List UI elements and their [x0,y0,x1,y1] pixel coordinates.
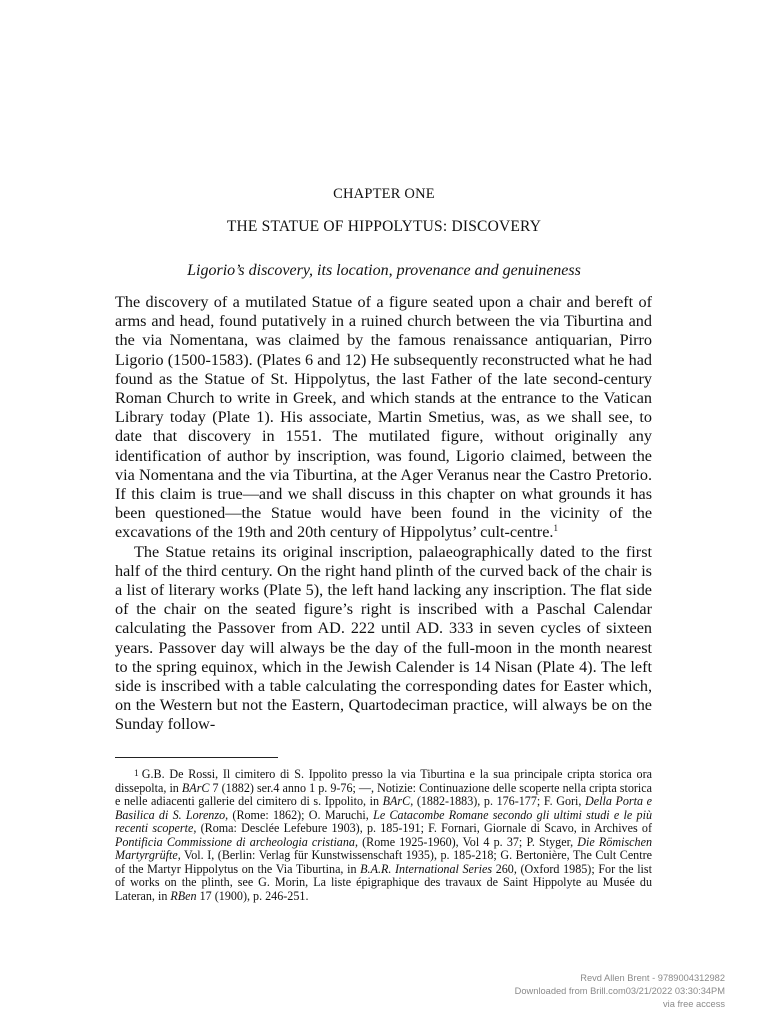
footnote-italic-segment: BArC [382,794,411,808]
footnote-segment: , (Rome: 1862); O. Maruchi, [225,807,374,822]
section-title: Ligorio’s discovery, its location, provenance and genuineness [187,262,581,279]
footnote-italic-segment: BArC [181,780,210,795]
footnote-1-text [115,767,652,903]
footnote-segment: , Vol. I, (Berlin: Verlag für Kunstwissenschaft 1935), p. 185-218; G. Bertonière, The Cult Centre of the Martyr Hippolytus on the Via Tiburtina, in [115,848,652,876]
footnote-italic-segment: Le Catacombe Romane secondo gli ultimi studi e le più recenti scoperte, [115,807,652,835]
footnote-italic-segment: Pontificia Commissione di archeologia cristiana [115,834,355,849]
footnote-italic-segment: Della Porta e Basilica di S. Lorenzo [115,794,652,822]
footnote-segment: 260, (Oxford 1985); For the list of works on the plinth, see G. Morin, La liste épigraphique des travaux de Saint Hippolyte au Musée du Lateran, in [115,861,652,903]
paragraph-1-text: The discovery of a mutilated Statue of a figure seated upon a chair and bereft of arms and head, found putatively in a ruined church between the via Tiburtina and the via Nomentana, was claimed by the famous renaissance antiquarian, Pirro Ligorio (1500-1583). (Plates 6 and 12) He subsequently reconstructed what he had found as the Statue of St. Hippolytus, the last Father of the late second-century Roman Church to write in Greek, and which stands at the entrance to the Vatican Library today (Plate 1). His associate, Martin Smetius, was, as we shall see, to date that discovery in 1551. The mutilated figure, without originally any identification of author by inscription, was found, Ligorio claimed, between the via Nomentana and the via Tiburtina, at the Ager Veranus near the Castro Pretorio. If this claim is true—and we shall discuss in this chapter on what grounds it has been questioned—the Statue would have been found in the vicinity of the excavations of the 19th and 20th century of Hippolytus’ cult-centre. [115,293,652,542]
footnote-segment: , (1882-1883), p. 176-177; F. Gori, [410,794,586,808]
footnote-italic-segment: RBen [170,888,197,903]
paragraph-2: The Statue retains its original inscription, palaeographically dated to the first half of the third century. On the right hand plinth of the curved back of the chair is a list of literary works (Plate 5), the left hand lacking any inscription. The flat side of the chair on the seated figure’s right is inscribed with a Paschal Calendar calculating the Passover from AD. 222 until AD. 333 in seven cycles of sixteen years. Passover day will always be the day of the full-moon in the month nearest to the spring equinox, which in the Jewish Calender is 14 Nisan (Plate 4). The left side is inscribed with a table calculating the corresponding dates for Easter which, on the Western but not the Eastern, Quartodeciman practice, will always be on the Sunday follow- [115,542,652,734]
footnotes [115,768,652,903]
footnote-mark: 1 [134,769,139,779]
footnote-segment: (Roma: Desclée Lefebure 1903), p. 185-191; F. Fornari, Giornale di Scavo, in Archives of [196,821,652,835]
footnote-reference-1: 1 [553,523,558,534]
footnote-1 [115,768,652,903]
footnote-segment: , (Rome 1925-1960), Vol 4 p. 37; P. Styger, [354,834,578,849]
footnote-segment: 17 (1900), p. 246-251. [196,888,309,903]
watermark-line-download: Downloaded from Brill.com03/21/2022 03:30:34PM [514,985,725,996]
download-watermark [515,972,725,1010]
chapter-label: CHAPTER ONE [333,186,435,202]
footnote-segment: G.B. De Rossi, Il cimitero di S. Ippolito presso la via Tiburtina e la sua principale cripta storica ora dissepolta, in [115,767,652,795]
footnote-italic-segment: Die Römischen Martyrgrüfte [115,834,652,862]
footnote-segment: 7 (1882) ser.4 anno 1 p. 9-76; —, Notizie: Continuazione delle scoperte nella cripta storica e nelle adiacenti gallerie del cimitero di s. Ippolito, in [115,780,652,808]
watermark-line-access: via free access [662,998,725,1009]
chapter-title: THE STATUE OF HIPPOLYTUS: DISCOVERY [226,218,542,235]
watermark-line-owner: Revd Allen Brent - 9789004312982 [580,973,725,983]
body-text [115,293,652,735]
paragraph-1 [115,293,652,543]
footnote-italic-segment: B.A.R. International Series [360,861,493,876]
footnote-divider [115,757,278,758]
